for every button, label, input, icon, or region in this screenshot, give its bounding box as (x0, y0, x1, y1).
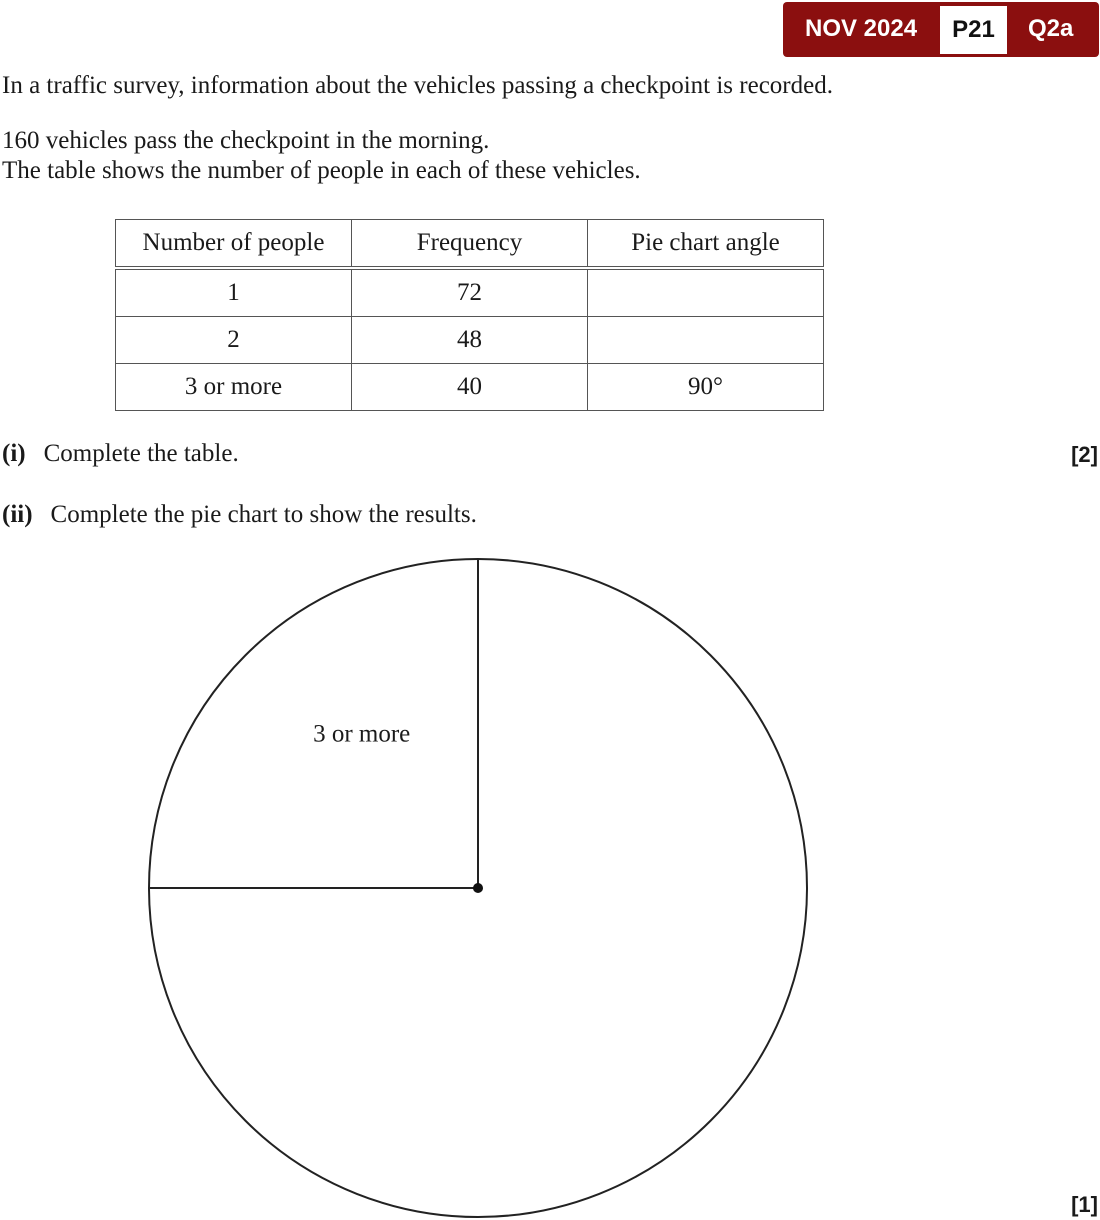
header-number-of-people: Number of people (116, 220, 352, 269)
paper-label: P21 (940, 6, 1007, 54)
part-ii-text: Complete the pie chart to show the results. (50, 501, 477, 528)
pie-slices (149, 559, 478, 888)
cell-frequency: 72 (352, 268, 588, 317)
cell-frequency: 40 (352, 364, 588, 411)
pie-slice-label: 3 or more (313, 720, 411, 748)
part-i-text: Complete the table. (43, 440, 239, 467)
question-label: Q2a (1028, 15, 1074, 42)
part-ii-label: (ii) (2, 501, 33, 528)
session-label: NOV 2024 (805, 15, 918, 42)
cell-angle: 90° (588, 364, 824, 411)
header-frequency: Frequency (352, 220, 588, 269)
cell-people: 1 (116, 268, 352, 317)
cell-people: 2 (116, 317, 352, 364)
header-pie-chart-angle: Pie chart angle (588, 220, 824, 269)
intro-text: In a traffic survey, information about the vehicles passing a checkpoint is recorded. (2, 72, 833, 99)
cell-frequency: 48 (352, 317, 588, 364)
vehicles-text: 160 vehicles pass the checkpoint in the morning. (2, 127, 490, 154)
part-ii-marks: [1] (1071, 1192, 1098, 1217)
part-i-marks: [2] (1071, 442, 1098, 467)
table-description: The table shows the number of people in each of these vehicles. (2, 157, 641, 184)
cell-people: 3 or more (116, 364, 352, 411)
part-i-label: (i) (2, 440, 26, 467)
pie-center-point (473, 883, 483, 893)
